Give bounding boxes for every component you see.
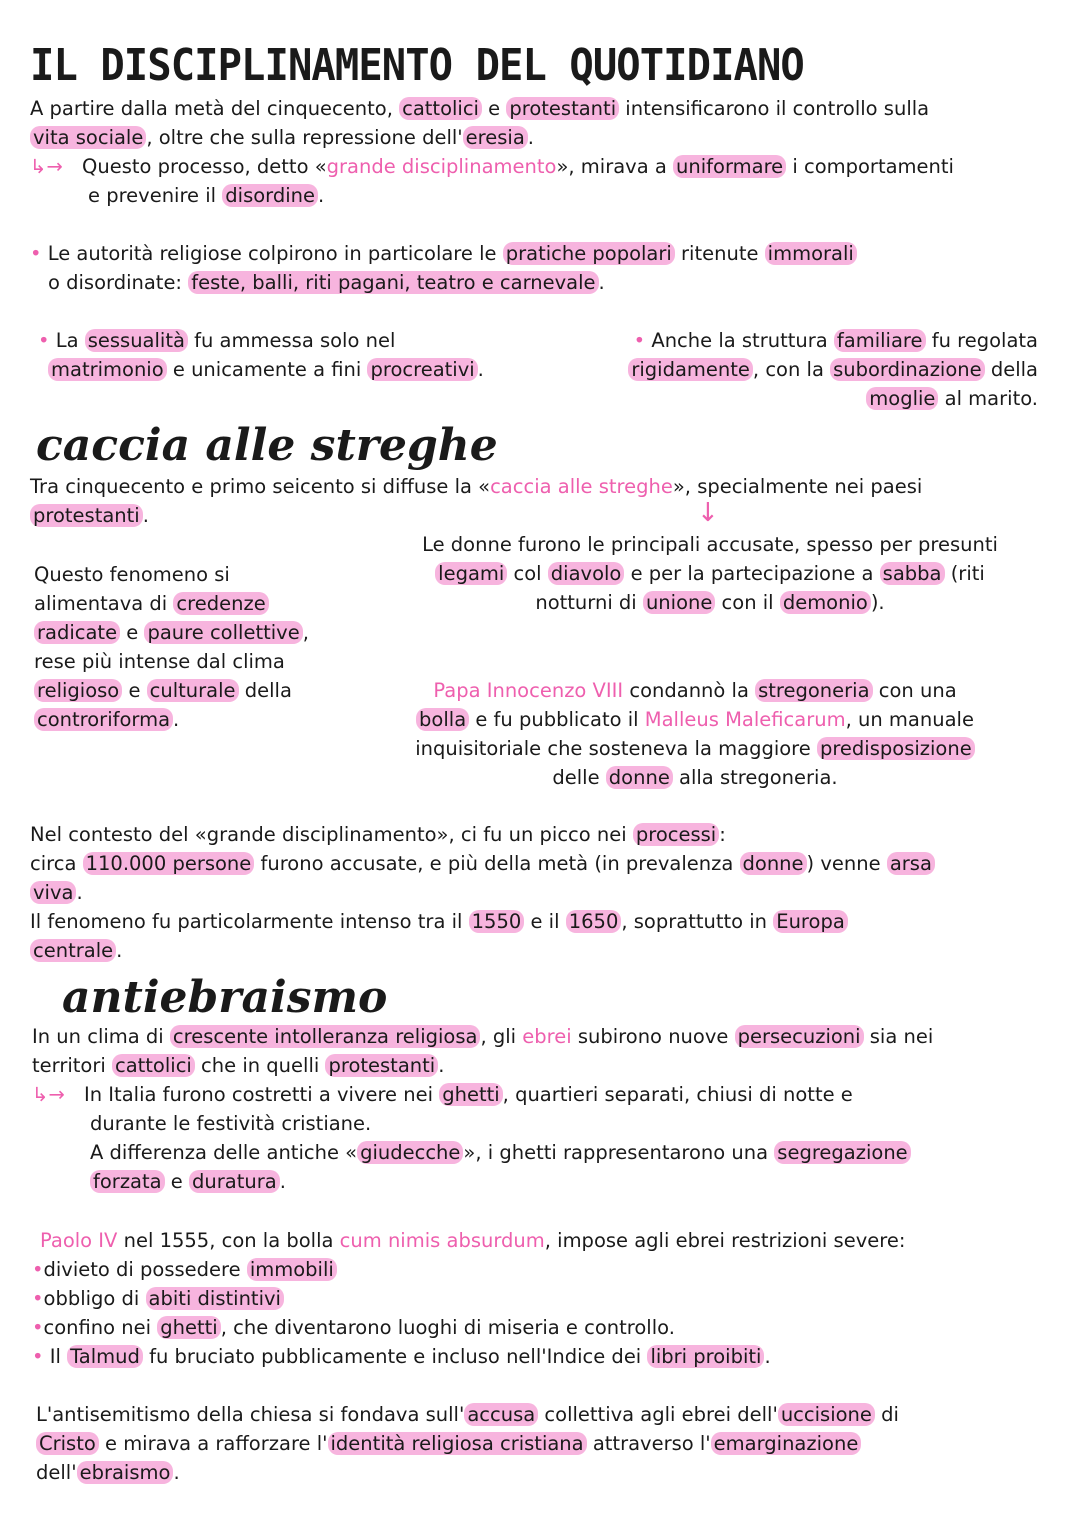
pratiche-paragraph: • Le autorità religiose colpirono in particolare le pratiche popolari ritenute immorali o disordinate: feste, balli, riti pagani, teatro e carnevale . — [30, 239, 1070, 297]
bullet-dot-icon: • — [30, 242, 48, 265]
page-title: IL DISCIPLINAMENTO DEL QUOTIDIANO — [30, 40, 804, 91]
list-item: •obbligo di abiti distintivi — [32, 1284, 1072, 1313]
bullet-dot-icon: • — [32, 1287, 44, 1310]
ebrei-paragraph: In un clima di crescente intolleranza religiosa , gli ebrei subirono nuove persecuzioni sia nei territori cattolici che in quelli protestanti . ↳→ In Italia furono costretti a vivere nei ghetti , quartieri separati, chiusi di notte e durante le festività cristiane. A differenza delle antiche « giudecche », i ghetti rappresentarono una segregazione forzata e duratura . — [32, 1025, 934, 1193]
bullet-dot-icon: • — [32, 1345, 50, 1368]
donne-paragraph: Le donne furono le principali accusate, spesso per presunti legami col diavolo e per la partecipazione a sabba (riti notturni di unione con il demonio ). — [422, 533, 998, 614]
antisemitismo-paragraph: L'antisemitismo della chiesa si fondava sull' accusa collettiva agli ebrei dell' uccisione di Cristo e mirava a rafforzare l' identità religiosa cristiana attraverso l' emarginazione dell' ebraismo . — [36, 1403, 899, 1484]
caccia-paragraph: Tra cinquecento e primo seicento si diffuse la «caccia alle streghe», specialmente nei paesi protestanti . — [30, 475, 923, 527]
arrow-icon: ↳→ — [30, 155, 63, 178]
sessualita-paragraph: • La sessualità fu ammessa solo nel matrimonio e unicamente a fini procreativi . — [38, 329, 484, 381]
processi-paragraph: Nel contesto del «grande disciplinamento», ci fu un picco nei processi : circa 110.000 persone furono accusate, e più della metà (in prevalenza donne ) venne arsa viva . Il fenomeno fu particolarmente intenso tra il 1550 e il 1650 , soprattutto in Europa centrale . — [30, 820, 1070, 965]
papa-paragraph: Papa Innocenzo VIII condannò la stregoneria con una bolla e fu pubblicato il Malleus Maleficarum, un manuale inquisitoriale che sosteneva la maggiore predisposizione delle donne alla stregoneria. — [415, 679, 974, 789]
paolo-paragraph: Paolo IV nel 1555, con la bolla cum nimis absurdum, impose agli ebrei restrizioni severe: •divieto di possedere immobili •obbligo di abiti distintivi •confino nei ghetti , che diventarono luoghi di miseria e controllo. • Il Talmud fu bruciato pubblicamente e incluso nell'Indice dei libri proibiti . — [32, 1226, 1072, 1371]
arrow-icon: ↳→ — [32, 1083, 65, 1106]
famiglia-paragraph: • Anche la struttura familiare fu regolata rigidamente , con la subordinazione della moglie al marito. — [560, 326, 1038, 413]
bullet-dot-icon: • — [32, 1316, 44, 1339]
list-item: •confino nei ghetti , che diventarono luoghi di miseria e controllo. — [32, 1316, 675, 1339]
fenomeno-paragraph: Questo fenomeno si alimentava di credenze radicate e paure collettive , rese più intense dal clima religioso e culturale della controriforma . — [34, 563, 309, 731]
arrow-down-icon: ↓ — [697, 498, 719, 528]
intro-paragraph: A partire dalla metà del cinquecento, cattolici e protestanti intensificarono il controllo sulla vita sociale , oltre che sulla repressione dell' eresia . ↳→ Questo processo, detto «grande disciplinamento», mirava a uniformare i comportamenti e prevenire il disordine . — [30, 97, 954, 207]
heading-caccia: caccia alle streghe — [36, 420, 498, 471]
bullet-dot-icon: • — [633, 329, 652, 352]
bullet-dot-icon: • — [32, 1258, 44, 1281]
heading-antiebraismo: antiebraismo — [62, 972, 388, 1023]
list-item: •divieto di possedere immobili — [32, 1255, 1072, 1284]
list-item: • Il Talmud fu bruciato pubblicamente e incluso nell'Indice dei libri proibiti . — [32, 1345, 771, 1368]
bullet-dot-icon: • — [38, 329, 56, 352]
